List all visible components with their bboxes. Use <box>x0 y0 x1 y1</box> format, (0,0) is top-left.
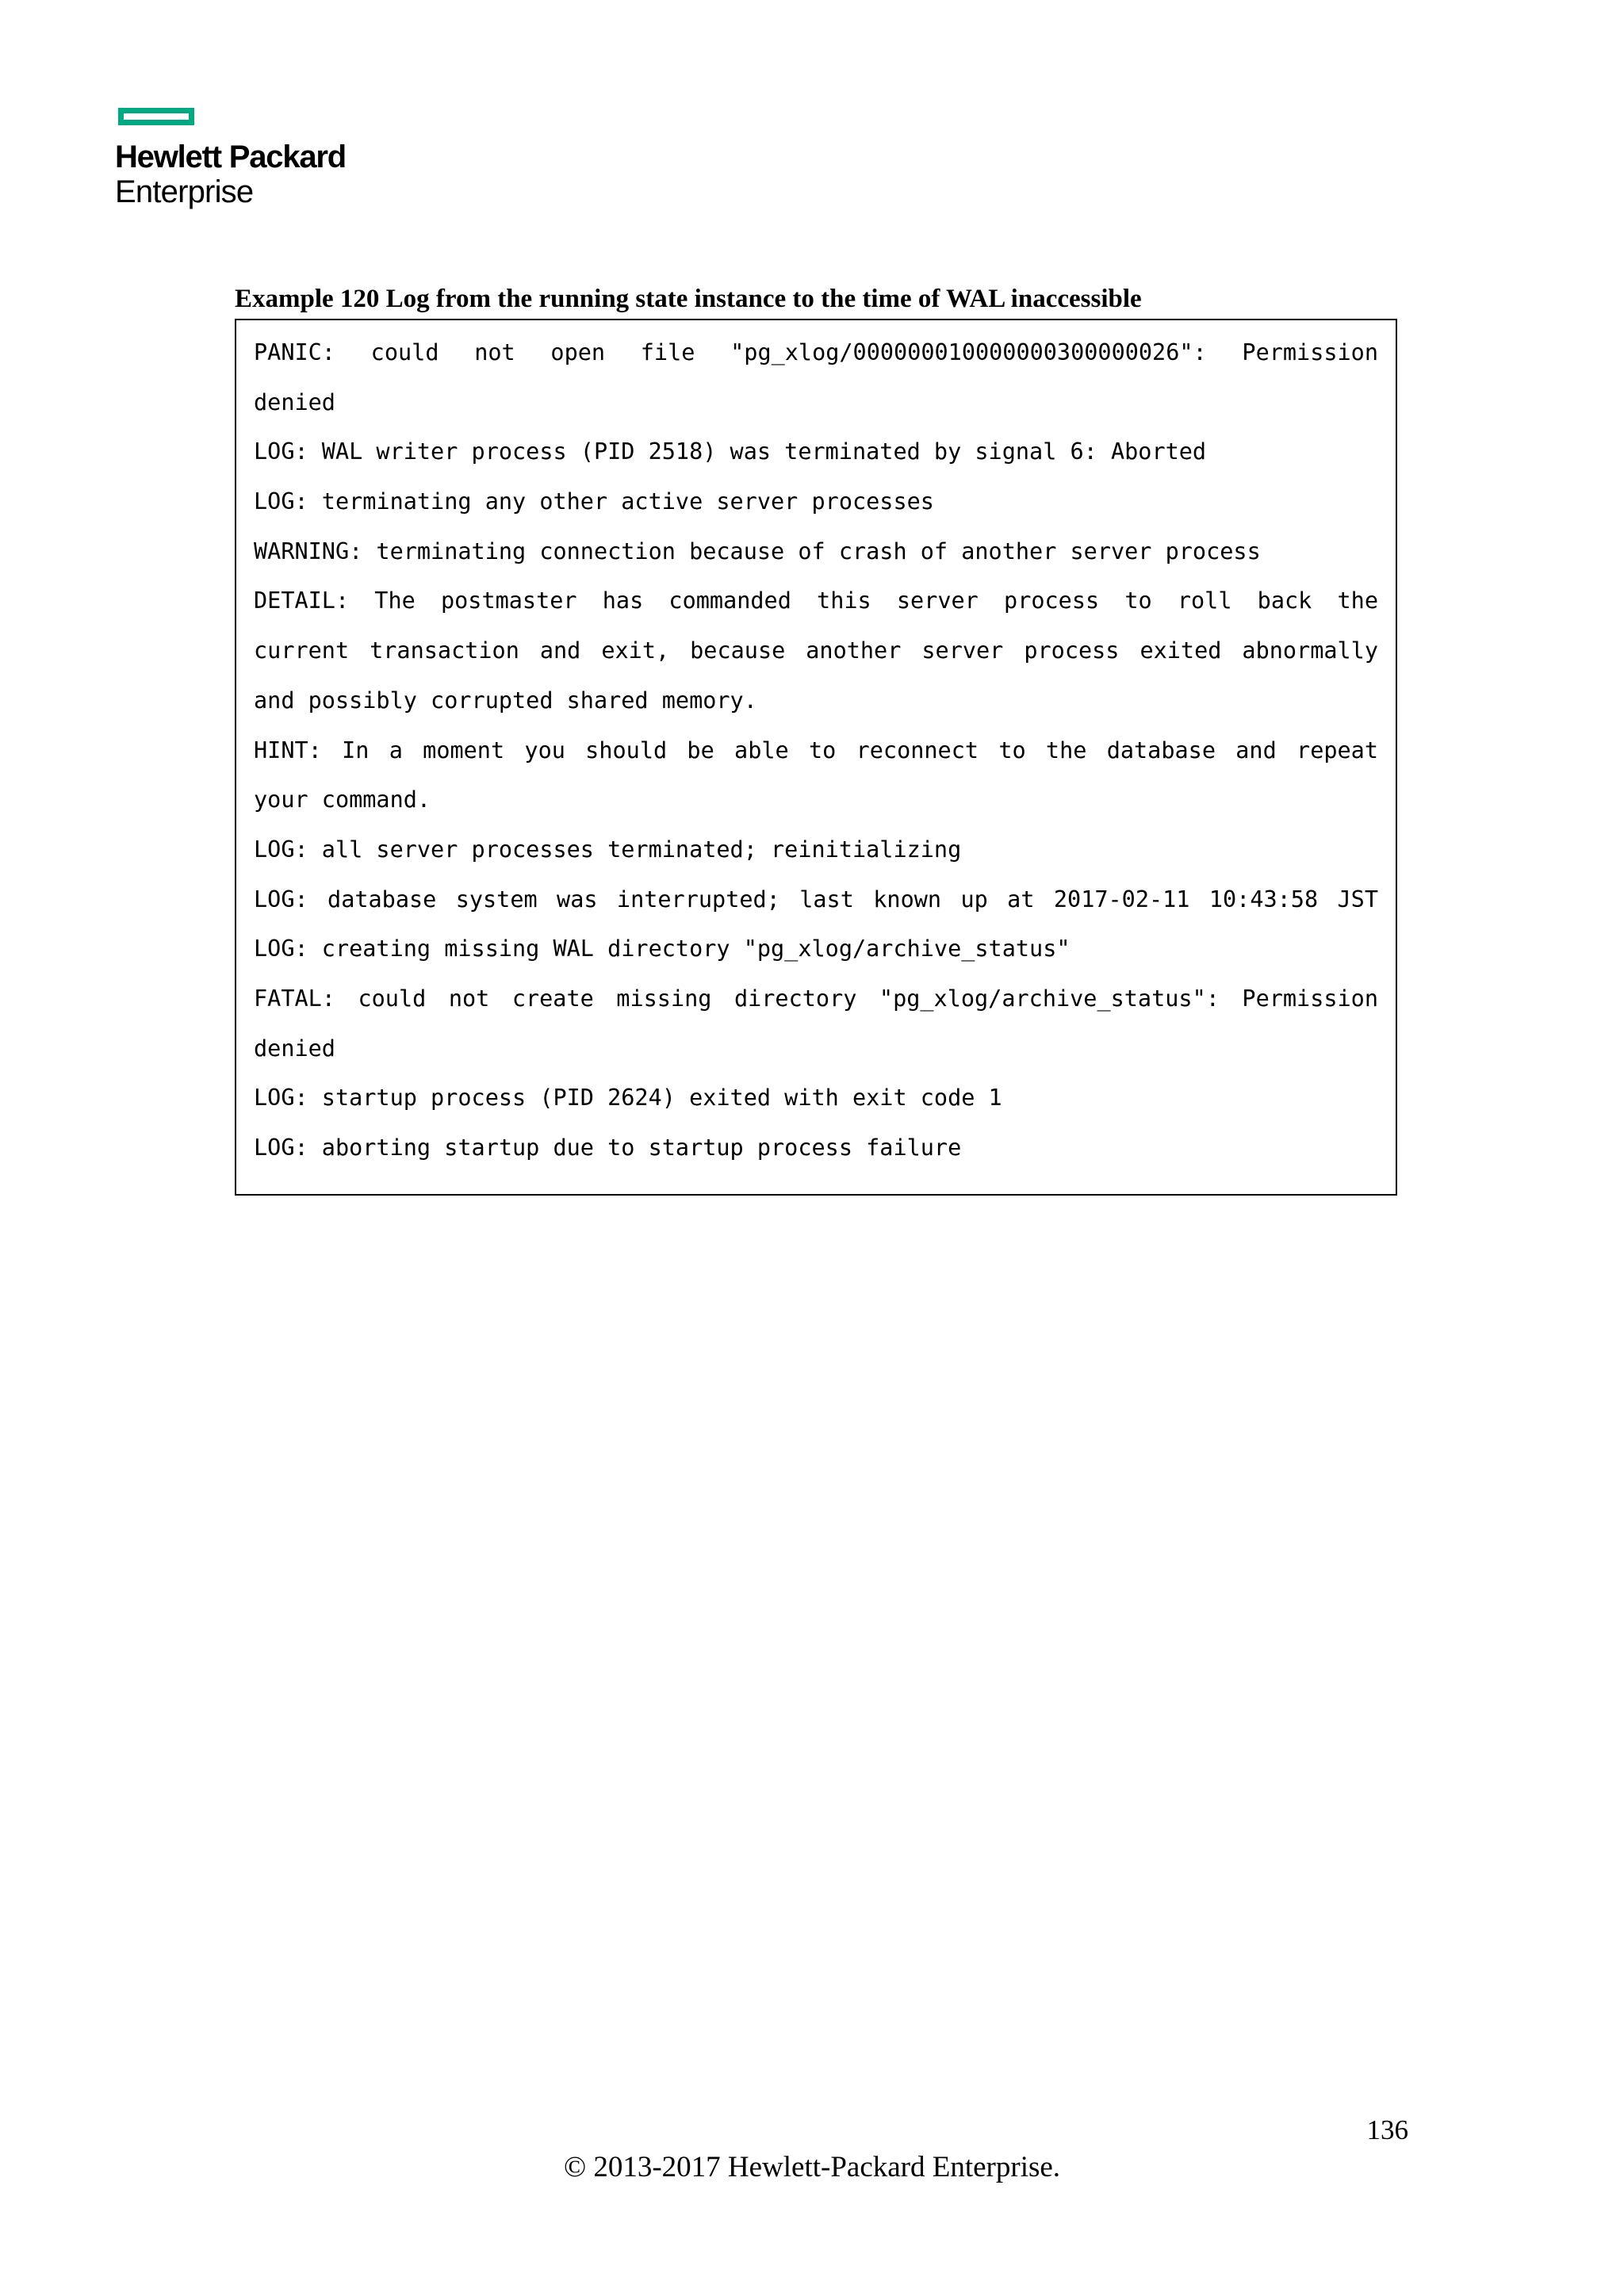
log-line: PANIC: could not open file "pg_xlog/000000010000000300000026": Permission <box>254 339 1378 365</box>
logo-text-line1: Hewlett Packard <box>115 140 347 174</box>
copyright-notice: © 2013-2017 Hewlett-Packard Enterprise. <box>563 2151 1061 2183</box>
log-line: LOG: WAL writer process (PID 2518) was terminated by signal 6: Aborted <box>254 438 1207 465</box>
log-line: LOG: all server processes terminated; reinitializing <box>254 836 962 863</box>
log-line: LOG: creating missing WAL directory "pg_xlog/archive_status" <box>254 936 1071 962</box>
log-line: your command. <box>254 786 431 813</box>
hpe-logo <box>115 105 369 216</box>
log-line: WARNING: terminating connection because of crash of another server process <box>254 538 1261 564</box>
log-line: denied <box>254 388 335 415</box>
example-caption: Example 120 Log from the running state instance to the time of WAL inaccessible <box>235 285 1142 313</box>
log-line: LOG: aborting startup due to startup process failure <box>254 1135 962 1161</box>
hpe-logo-bar <box>118 108 194 125</box>
log-line: FATAL: could not create missing directory "pg_xlog/archive_status": Permission <box>254 985 1378 1012</box>
logo-text-line2: Enterprise <box>115 174 254 209</box>
page-number: 136 <box>1366 2114 1408 2145</box>
log-line: DETAIL: The postmaster has commanded this server process to roll back the <box>254 587 1378 614</box>
log-line: LOG: database system was interrupted; last known up at 2017-02-11 10:43:58 JST <box>254 886 1378 913</box>
log-line: LOG: startup process (PID 2624) exited with exit code 1 <box>254 1085 1002 1112</box>
log-lines <box>254 328 1378 1173</box>
log-line: current transaction and exit, because another server process exited abnormally <box>254 637 1378 664</box>
log-line: and possibly corrupted shared memory. <box>254 687 757 714</box>
log-line: LOG: terminating any other active server processes <box>254 488 934 515</box>
log-listing-box <box>235 319 1397 1196</box>
log-line: denied <box>254 1035 335 1062</box>
log-line: HINT: In a moment you should be able to reconnect to the database and repeat <box>254 737 1378 763</box>
